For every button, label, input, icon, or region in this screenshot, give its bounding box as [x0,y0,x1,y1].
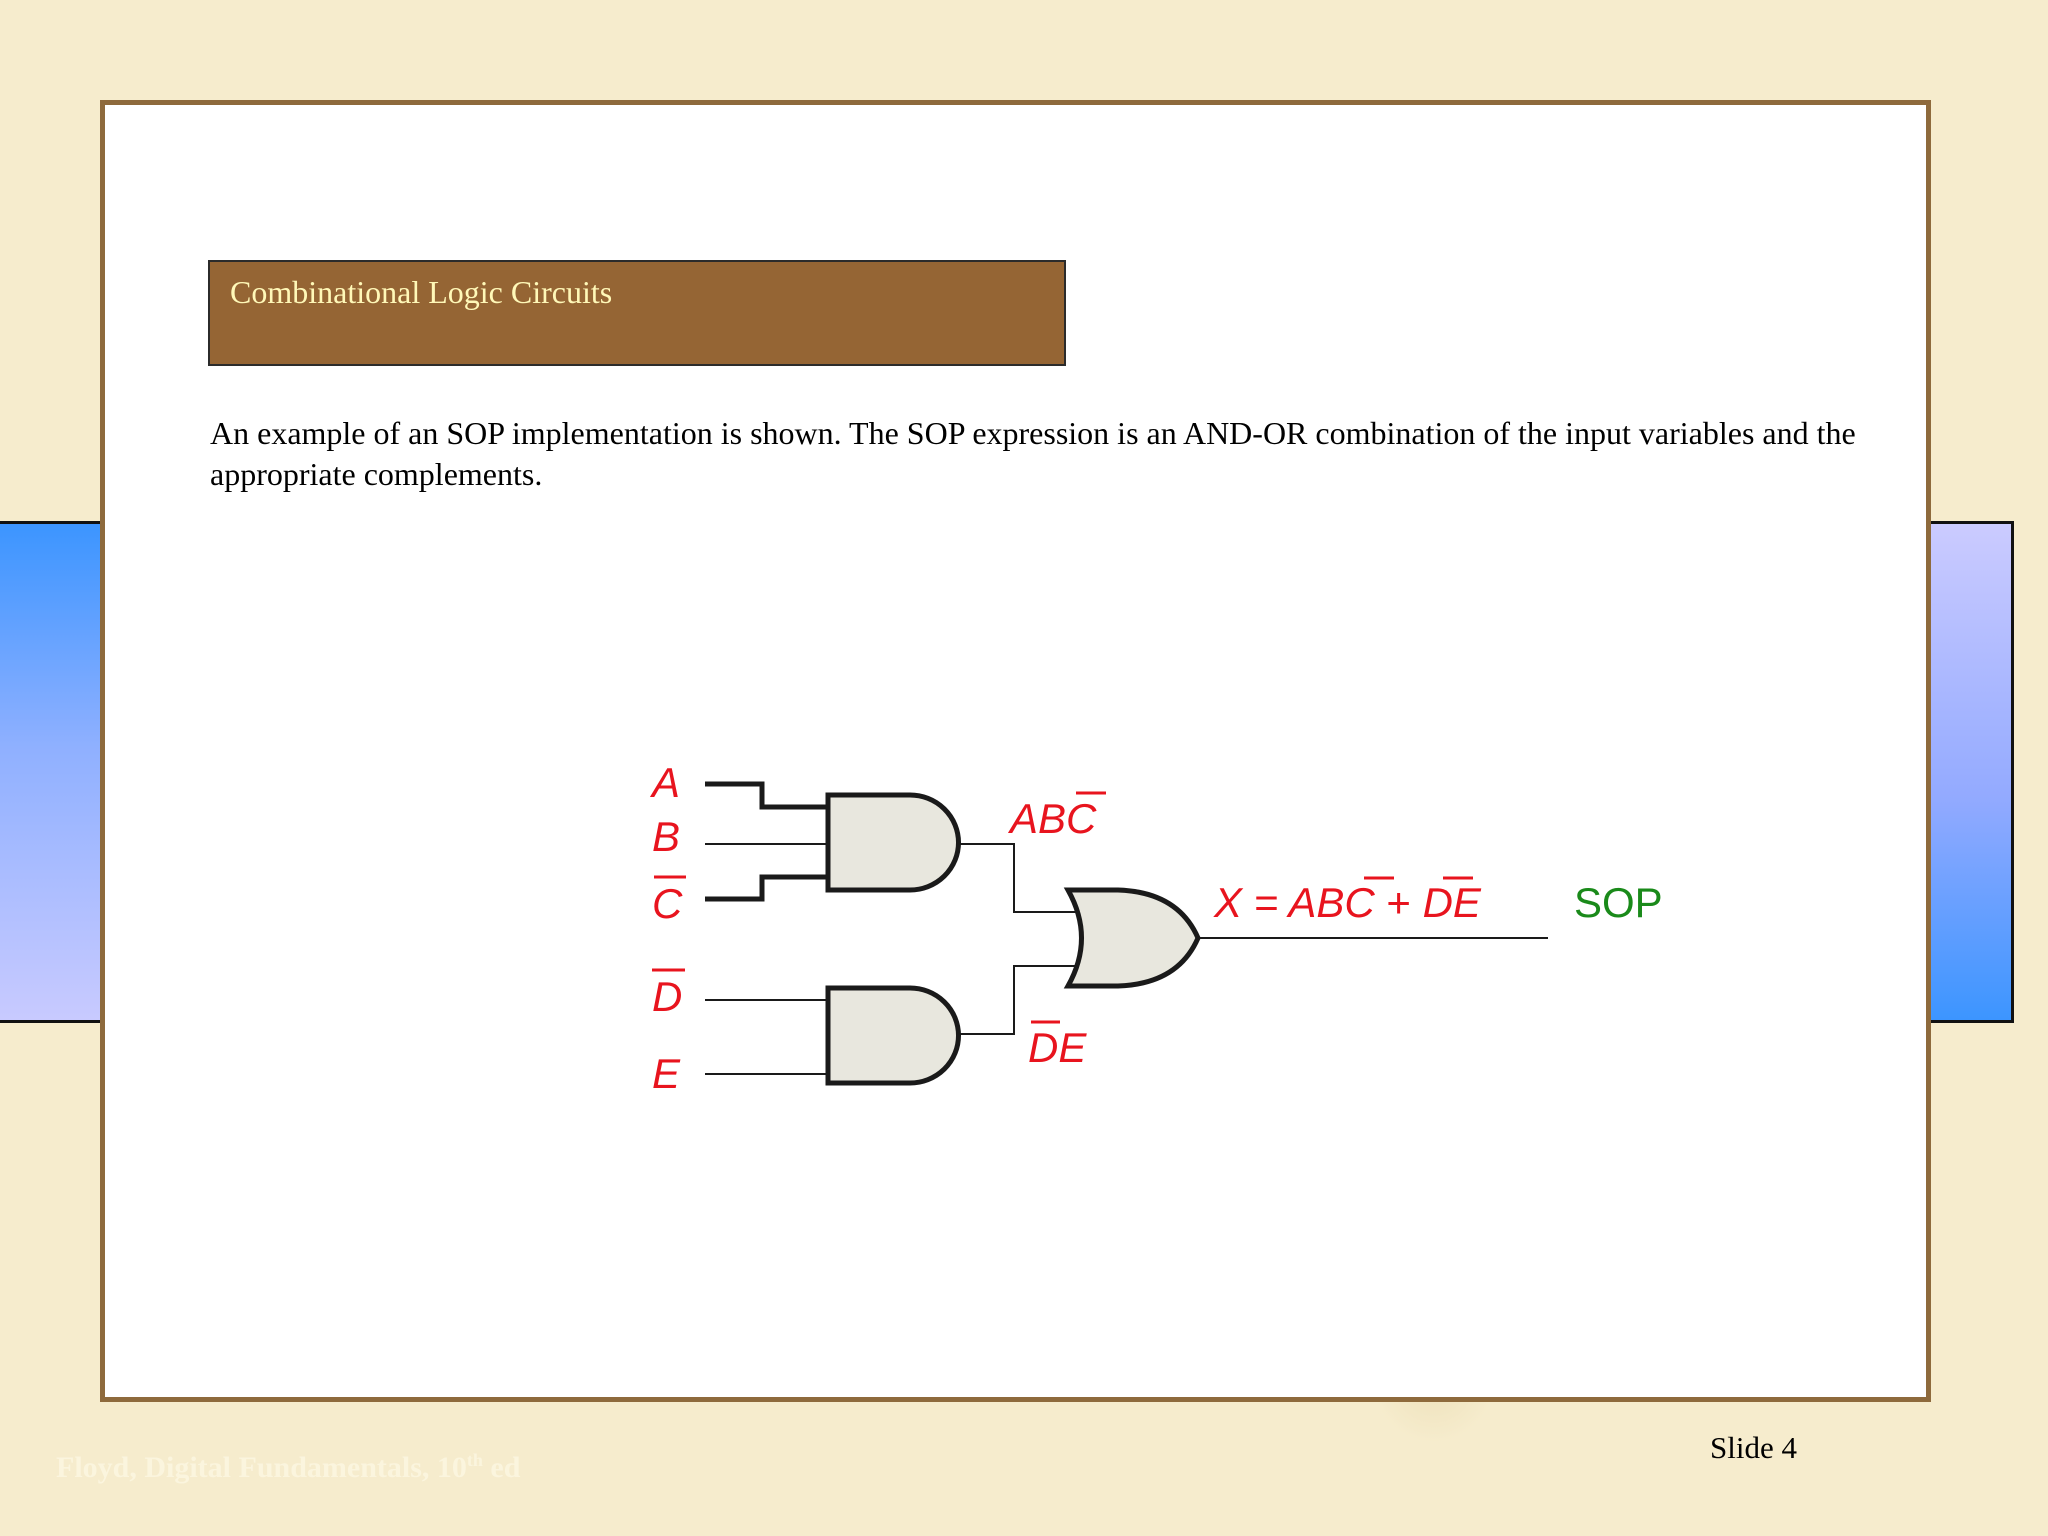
label-gate1-output [1007,795,1097,842]
label-gate1-c: C [1066,795,1097,842]
and-gate-1 [828,795,959,890]
expr-e: E [1452,879,1481,926]
label-gate1-ab: AB [1010,795,1067,842]
footer-text-sup: th [466,1450,483,1470]
output-expression [1213,879,1482,926]
expr-plus: + [1374,879,1423,926]
label-input-c: C [652,880,683,927]
intermediate-wires [958,844,1548,1034]
slide-title: Combinational Logic Circuits [230,274,613,310]
expr-c-bar: C [1344,879,1375,926]
sop-label: SOP [1574,879,1663,926]
footer-text-main: Floyd, Digital Fundamentals, 10 [56,1451,467,1484]
label-input-d: D [652,973,683,1020]
slide-body-text: An example of an SOP implementation is shown. The SOP expression is an AND-OR combination of the input variables and the appropriate complements. [210,415,1856,492]
wire-gate1-to-or [958,844,1078,912]
label-input-e: E [652,1050,681,1097]
expr-lhs: X = AB [1214,879,1345,926]
wire-a [705,784,828,807]
label-input-b: B [652,813,681,860]
footer-text-suffix: ed [482,1451,521,1484]
wire-c [705,877,828,899]
label-gate2-d: D [1028,1024,1059,1071]
label-input-a: A [652,759,681,806]
expr-d-bar: D [1422,879,1453,926]
label-gate2-output [1028,1024,1087,1071]
label-gate2-e: E [1058,1024,1087,1071]
slide-number: Slide 4 [1710,1430,1797,1465]
input-labels [649,759,683,1097]
footer-credit [56,1450,520,1485]
input-wires [705,784,828,1074]
or-gate [1068,890,1198,986]
and-gate-2 [828,988,959,1083]
